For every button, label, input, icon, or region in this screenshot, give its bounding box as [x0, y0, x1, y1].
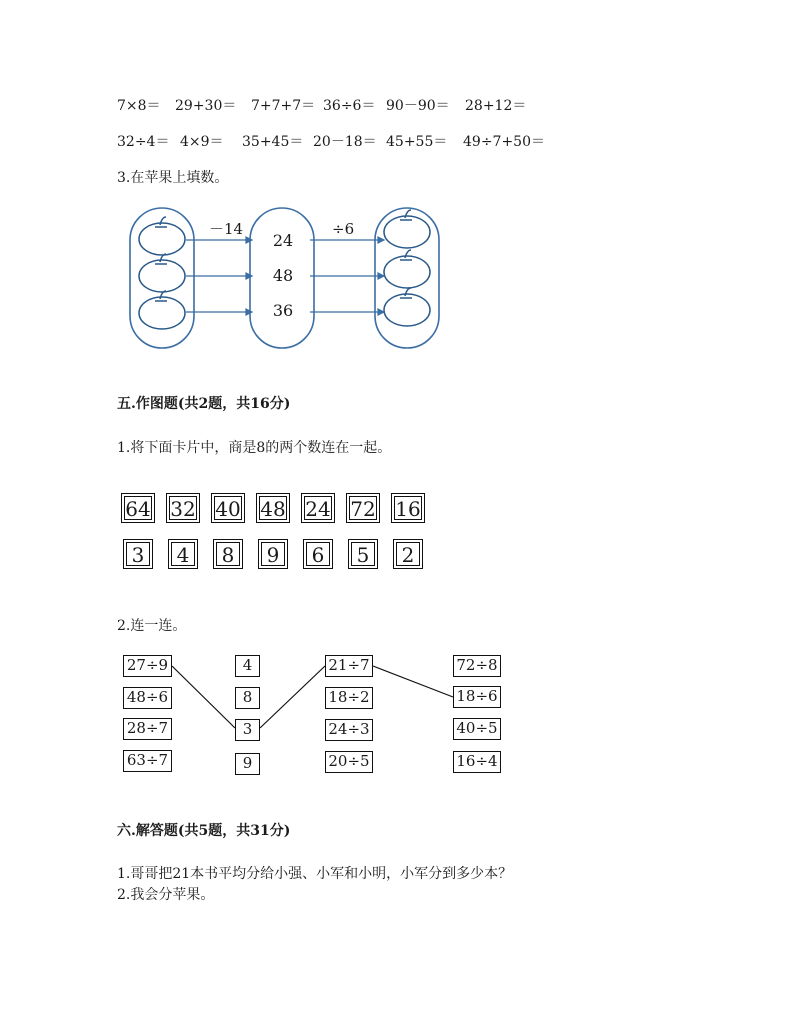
calc-item: 29+30＝: [175, 98, 237, 114]
calc-item: 20－18＝: [313, 134, 377, 150]
number-card[interactable]: 64: [121, 493, 155, 523]
number-card[interactable]: 24: [301, 493, 335, 523]
calc-item: 7×8＝: [117, 98, 161, 114]
number-card[interactable]: 8: [213, 539, 243, 569]
calc-item: 4×9＝: [180, 134, 224, 150]
number-card[interactable]: 5: [348, 539, 378, 569]
middle-number: 48: [272, 266, 294, 285]
calc-item: 35+45＝: [242, 134, 304, 150]
answer-box[interactable]: 3: [235, 719, 260, 741]
division-box[interactable]: 40÷5: [453, 718, 501, 740]
calc-item: 45+55＝: [386, 134, 448, 150]
calc-item: 32÷4＝: [117, 134, 170, 150]
number-card[interactable]: 6: [303, 539, 333, 569]
section5-q1-text: 1.将下面卡片中，商是8的两个数连在一起。: [117, 440, 392, 456]
division-box[interactable]: 63÷7: [123, 750, 172, 772]
division-box[interactable]: 27÷9: [123, 655, 172, 677]
number-card[interactable]: 2: [393, 539, 423, 569]
division-box[interactable]: 18÷6: [453, 686, 501, 708]
answer-box[interactable]: 4: [235, 655, 260, 677]
calc-item: 49÷7+50＝: [463, 134, 545, 150]
connector-line: [260, 666, 325, 728]
answer-box[interactable]: 9: [235, 753, 260, 775]
division-box[interactable]: 16÷4: [453, 751, 501, 773]
answer-box[interactable]: 8: [235, 687, 260, 709]
section5-q2-text: 2.连一连。: [117, 618, 187, 634]
division-box[interactable]: 24÷3: [325, 719, 373, 741]
number-card[interactable]: 9: [258, 539, 288, 569]
op-left-label: －14: [209, 220, 244, 238]
number-card[interactable]: 3: [123, 539, 153, 569]
number-card[interactable]: 16: [391, 493, 425, 523]
number-card[interactable]: 40: [211, 493, 245, 523]
number-card[interactable]: 48: [256, 493, 290, 523]
connector-line: [373, 666, 453, 697]
division-box[interactable]: 21÷7: [325, 655, 373, 677]
section5-heading: 五.作图题(共2题，共16分): [117, 396, 291, 412]
section6-heading: 六.解答题(共5题，共31分): [117, 823, 291, 839]
calc-item: 90－90＝: [386, 98, 450, 114]
number-card[interactable]: 32: [166, 493, 200, 523]
op-right-label: ÷6: [332, 220, 355, 238]
calc-item: 7+7+7＝: [251, 98, 316, 114]
division-box[interactable]: 20÷5: [325, 751, 373, 773]
middle-number: 24: [272, 231, 294, 250]
section6-q2: 2.我会分苹果。: [117, 887, 215, 903]
calc-item: 28+12＝: [465, 98, 527, 114]
calc-item: 36÷6＝: [323, 98, 376, 114]
division-box[interactable]: 72÷8: [453, 655, 501, 677]
section6-q1: 1.哥哥把21本书平均分给小强、小军和小明，小军分到多少本？: [117, 866, 513, 882]
number-card[interactable]: 4: [168, 539, 198, 569]
division-box[interactable]: 18÷2: [325, 687, 373, 709]
connector-line: [172, 666, 235, 728]
middle-number: 36: [272, 301, 294, 320]
number-card[interactable]: 72: [346, 493, 380, 523]
apple-question-title: 3.在苹果上填数。: [117, 170, 229, 186]
division-box[interactable]: 48÷6: [123, 687, 172, 709]
division-box[interactable]: 28÷7: [123, 718, 172, 740]
